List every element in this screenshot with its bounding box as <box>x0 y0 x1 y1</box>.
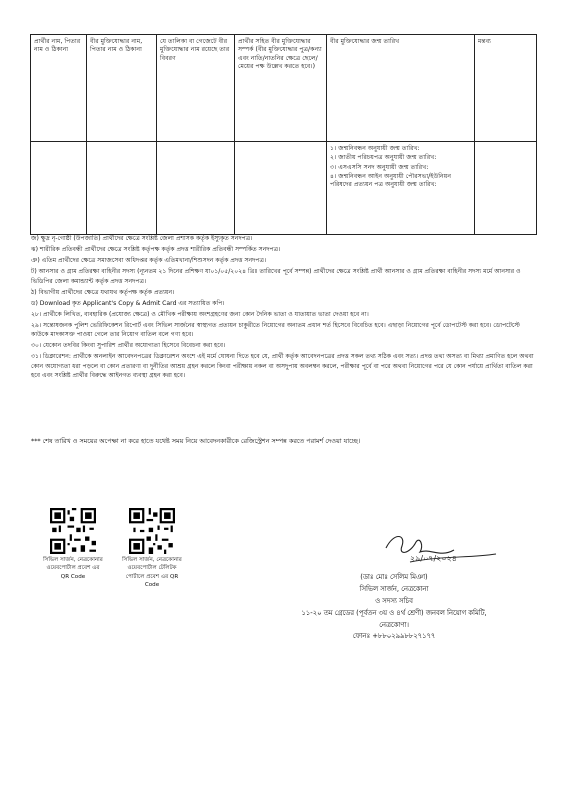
advisory-note: *** শেষ তারিখ ও সময়ের অপেক্ষা না করে হাতে যথেষ্ট সময় নিয়ে আবেদনকারীকে রেজিস্ট্রেশন সম্পন্ন করতে পরামর্শ দেওয়া যাচ্ছে। <box>31 437 361 445</box>
list-item: ঝ) শারীরিক প্রতিবন্ধী প্রার্থীদের ক্ষেত্রে সংশ্লিষ্ট কর্তৃপক্ষ কর্তৃক প্রদত্ত শারীরিক প্রতিবন্ধী সম্পর্কিত সনদপত্র। <box>31 246 281 254</box>
signatory-name: (ডাঃ মোঃ সেলিম মিঞা) <box>360 573 428 581</box>
dob-item: ১। জন্মনিবন্ধন অনুযায়ী জন্ম তারিখ: <box>330 145 420 152</box>
committee-place: নেত্রকোণা। <box>379 620 409 629</box>
header-gazette-details: যে তালিকা বা গেজেটে বীর মুক্তিযোদ্ধার নাম রয়েছে তার বিবরণ <box>157 35 235 142</box>
cell-remarks <box>475 142 537 235</box>
table-row <box>31 142 537 235</box>
cell-relationship <box>235 142 327 235</box>
dob-item: ২। জাতীয় পরিচয়পত্র অনুযায়ী জন্ম তারিখ: <box>330 154 437 162</box>
cell-birth-date-list <box>327 142 475 235</box>
qr-caption: সিভিল সার্জন, নেত্রকোনার <box>122 557 182 563</box>
header-birth-date: বীর মুক্তিযোদ্ধার জন্ম তারিখ <box>327 35 475 142</box>
qr-code-icon <box>50 508 96 554</box>
signatory-role: ও সদস্য সচিব <box>375 596 413 605</box>
header-relationship: প্রার্থীর সহিত বীর মুক্তিযোদ্ধার সম্পর্ক (বীর মুক্তিযোদ্ধার পুত্র/কন্যা এবং নাতি/নাতনির ক্ষেত্রে ছেলে/মেয়ের পক্ষ উল্লেখ করতে হবে।) <box>235 35 327 142</box>
qr-caption: পোর্টালে প্রবেশ এর QR <box>125 573 179 580</box>
freedom-fighter-info-table <box>30 34 537 235</box>
list-item: ৩০। যেকোন তদবির কিংবা সুপারিশ প্রার্থীর অযোগ্যতা হিসেবে বিবেচনা করা হবে। <box>31 342 226 350</box>
header-remarks: মন্তব্য <box>475 35 537 142</box>
conditions-list <box>31 234 537 382</box>
cell-gazette-details <box>157 142 235 235</box>
signatory-title: সিভিল সার্জন, নেত্রকোনা <box>359 584 429 593</box>
dob-item: ৪। জন্মনিবন্ধন আইন অনুযায়ী পৌরসভা/ইউনিয়ন পরিষদের প্রত্যয়ন পত্র অনুযায়ী জন্ম তারিখ: <box>330 173 452 189</box>
qr-caption: Code <box>144 582 160 589</box>
contact-phone: ফোনঃ +৮৮০২৯৯৮৮২৭১৭৭ <box>352 632 436 641</box>
list-item: ২৮। প্রার্থীকে লিখিত, ব্যবহারিক (প্রযোজ্য ক্ষেত্রে) ও মৌখিক পরীক্ষায় অংশগ্রহণের জন্য কোন দৈনিক ভাতা ও যাতায়াত ভাতা দেওয়া হবে না। <box>31 310 369 318</box>
handwritten-signature <box>380 528 500 572</box>
header-candidate-name: প্রার্থীর নাম, পিতার নাম ও ঠিকানা <box>31 35 87 142</box>
header-freedom-fighter-name: বীর মুক্তিযোদ্ধার নাম, পিতার নাম ও ঠিকানা <box>87 35 157 142</box>
list-item: ঠ) বিভাগীয় প্রার্থীদের ক্ষেত্রে যথাযথ কর্তৃপক্ষ কর্তৃক প্রত্যয়ন। <box>31 288 175 296</box>
committee-name: ১১-২০ তম গ্রেডের (পূর্বতন ৩য় ও ৪র্থ শ্রেণী) জনবল নিয়োগ কমিটি, <box>301 608 487 617</box>
qr-caption: ওয়েবপোর্টাল টেলিটক <box>127 565 177 572</box>
list-item: ২৯। সন্তোষজনক পুলিশ ভেরিফিকেশন রিপোর্ট এবং সিভিল সার্জনের স্বাস্থ্যগত প্রত্যয়ন চাকুরীতে নিয়োগের অন্যতম প্রধান শর্ত হিসেবে বিবেচিত হবে। এছাড়া নিয়োগের পূর্বে ডোপটেস্ট করা হবে। ডোপটেস্টে কাউকে মাদকাসক্ত পাওয়া গেলে তার নিয়োগ বাতিল বলে গণ্য হবে। <box>31 321 520 339</box>
qr-caption: QR Code <box>60 573 86 580</box>
signatory-block <box>250 572 538 643</box>
cell-candidate-name <box>31 142 87 235</box>
list-item: ঞ) এতিম প্রার্থীদের ক্ষেত্রে সমাজসেবা অধিদপ্তর কর্তৃক এতিমখানা/শিশুসদন কর্তৃক প্রদত্ত সনদপত্র। <box>31 257 267 265</box>
list-item: ৩১। ডিক্লারেশন: প্রার্থীকে অনলাইন আবেদনপত্রের ডিক্লারেশন অংশে এই মর্মে ঘোষনা দিতে হবে যে, প্রার্থী কর্তৃক আবেদনপত্রের প্রদত্ত সকল তথ্য সঠিক এবং সত্য। প্রদত্ত তথ্য অসত্য বা মিথ্যা প্রমাণিত হলে অথবা কোন অযোগ্যতা ধরা পড়লে বা কোন প্রতারণা বা দুর্নীতির আশ্রয় গ্রহন করলে কিংবা পরীক্ষায় নকল বা অসদুপায় অবলম্বন করলে, পরীক্ষার পূর্বে বা পরে অথবা নিয়োগের পরে যে কোন পর্যায়ে প্রার্থিতা বাতিল করা হবে এবং সংশ্লিষ্ট প্রার্থীর বিরুদ্ধে আইনগত ব্যবস্থা গ্রহন করা হবে। <box>31 353 534 380</box>
qr-code-icon <box>129 508 175 554</box>
dob-item: ৩। এসএসসি সনদ অনুযায়ী জন্ম তারিখ: <box>330 163 429 171</box>
table-header-row <box>31 35 537 142</box>
list-item: ড) Download কৃত Applicant's Copy & Admit Card এর সত্যায়িত কপি। <box>31 299 225 307</box>
list-item: ট) আনসার ও গ্রাম প্রতিরক্ষা বাহিনীর সদস্য (ন্যূনতম ২১ দিনের প্রশিক্ষণ যা০১/০৫/২০২৪ খ্রিঃ তারিখের পূর্বে সম্পন্ন) প্রার্থীদের ক্ষেত্রে সংশ্লিষ্ট প্রার্থী আনসার ও গ্রাম প্রতিরক্ষা বাহিনীর সদস্য মর্মে আনসার ও ভিডিপির জেলা কমান্ড্যান্ট কর্তৃক প্রদত্ত সনদপত্র। <box>31 268 521 285</box>
signature-date: ২৯/০৭/২০২৪ <box>410 554 457 563</box>
qr-caption: সিভিল সার্জন, নেত্রকোনার <box>43 557 103 563</box>
qr-code-teletalk <box>100 508 204 590</box>
list-item: জ) ক্ষুদ্র নৃ-গোষ্ঠী (উপজাতি) প্রার্থীদের ক্ষেত্রে সংশ্লিষ্ট জেলা প্রশাসক কর্তৃক ইস্যুকৃত সনদপত্র। <box>31 235 253 242</box>
qr-caption: ওয়েবপোর্টাল প্রবেশ এর <box>46 565 100 572</box>
cell-freedom-fighter-name <box>87 142 157 235</box>
